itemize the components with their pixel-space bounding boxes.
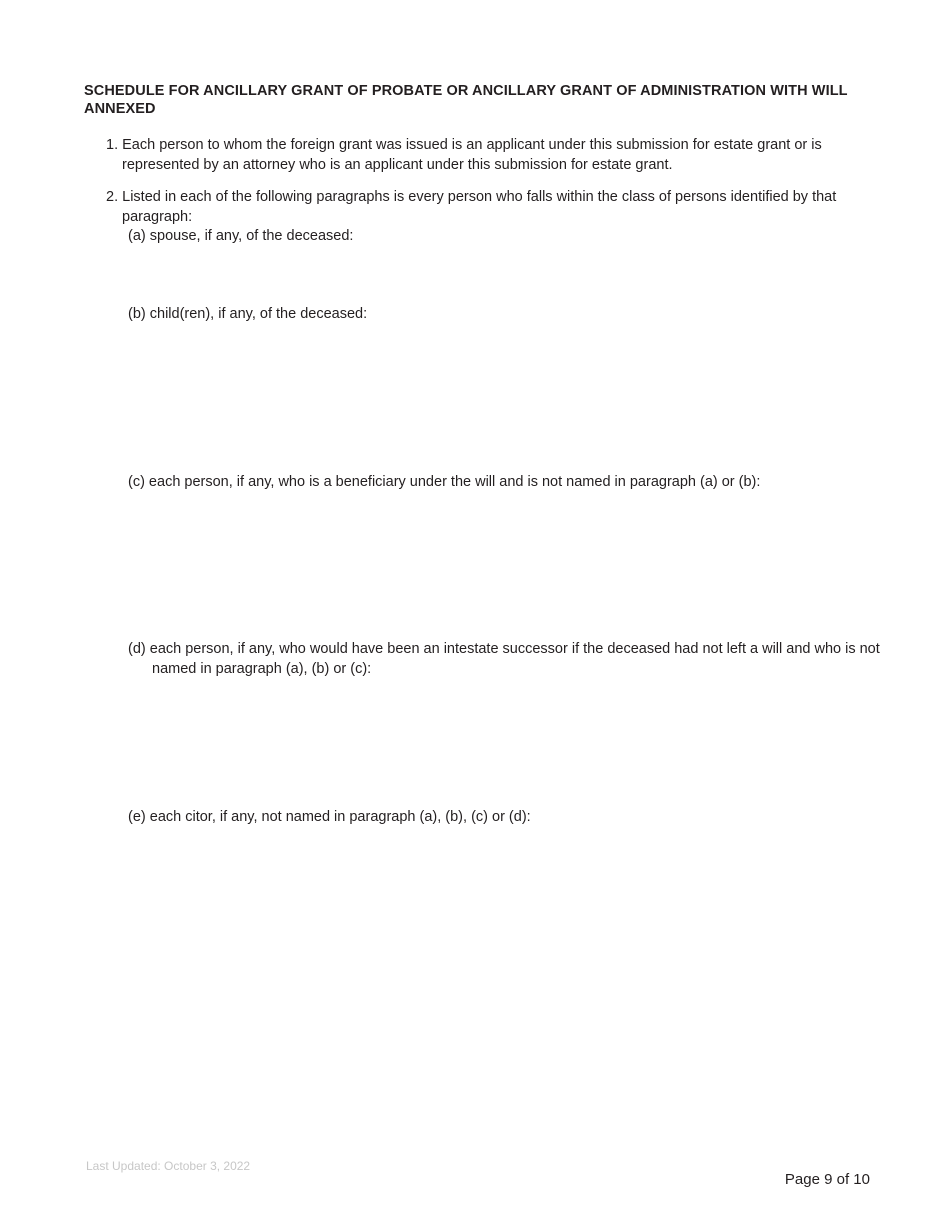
paragraph-2-number: 2. (106, 189, 119, 205)
paragraph-1 (106, 136, 887, 175)
paragraph-2 (106, 188, 887, 227)
subparagraph-b-children: (b) child(ren), if any, of the deceased: (128, 306, 368, 322)
subparagraph-e-citors: (e) each citor, if any, not named in paragraph (a), (b), (c) or (d): (128, 809, 531, 825)
subparagraph-d-intestate-successors: (d) each person, if any, who would have been an intestate successor if the deceased had not left a will and who is not named in paragraph (a), (b) or (c): (128, 641, 880, 677)
paragraph-1-number: 1. (106, 137, 119, 153)
paragraph-2-text: Listed in each of the following paragraphs is every person who falls within the class of persons identified by that paragraph: (122, 189, 837, 225)
subparagraph-c-beneficiaries: (c) each person, if any, who is a beneficiary under the will and is not named in paragraph (a) or (b): (128, 474, 761, 490)
page-number: Page 9 of 10 (784, 1171, 870, 1188)
subparagraph-a-spouse: (a) spouse, if any, of the deceased: (128, 228, 354, 244)
paragraph-1-text: Each person to whom the foreign grant was issued is an applicant under this submission for estate grant or is represented by an attorney who is an applicant under this submission for estate grant. (122, 137, 822, 173)
schedule-title: SCHEDULE FOR ANCILLARY GRANT OF PROBATE OR ANCILLARY GRANT OF ADMINISTRATION WITH WILL ANNEXED (84, 83, 848, 117)
last-updated-text: Last Updated: October 3, 2022 (86, 1159, 251, 1173)
